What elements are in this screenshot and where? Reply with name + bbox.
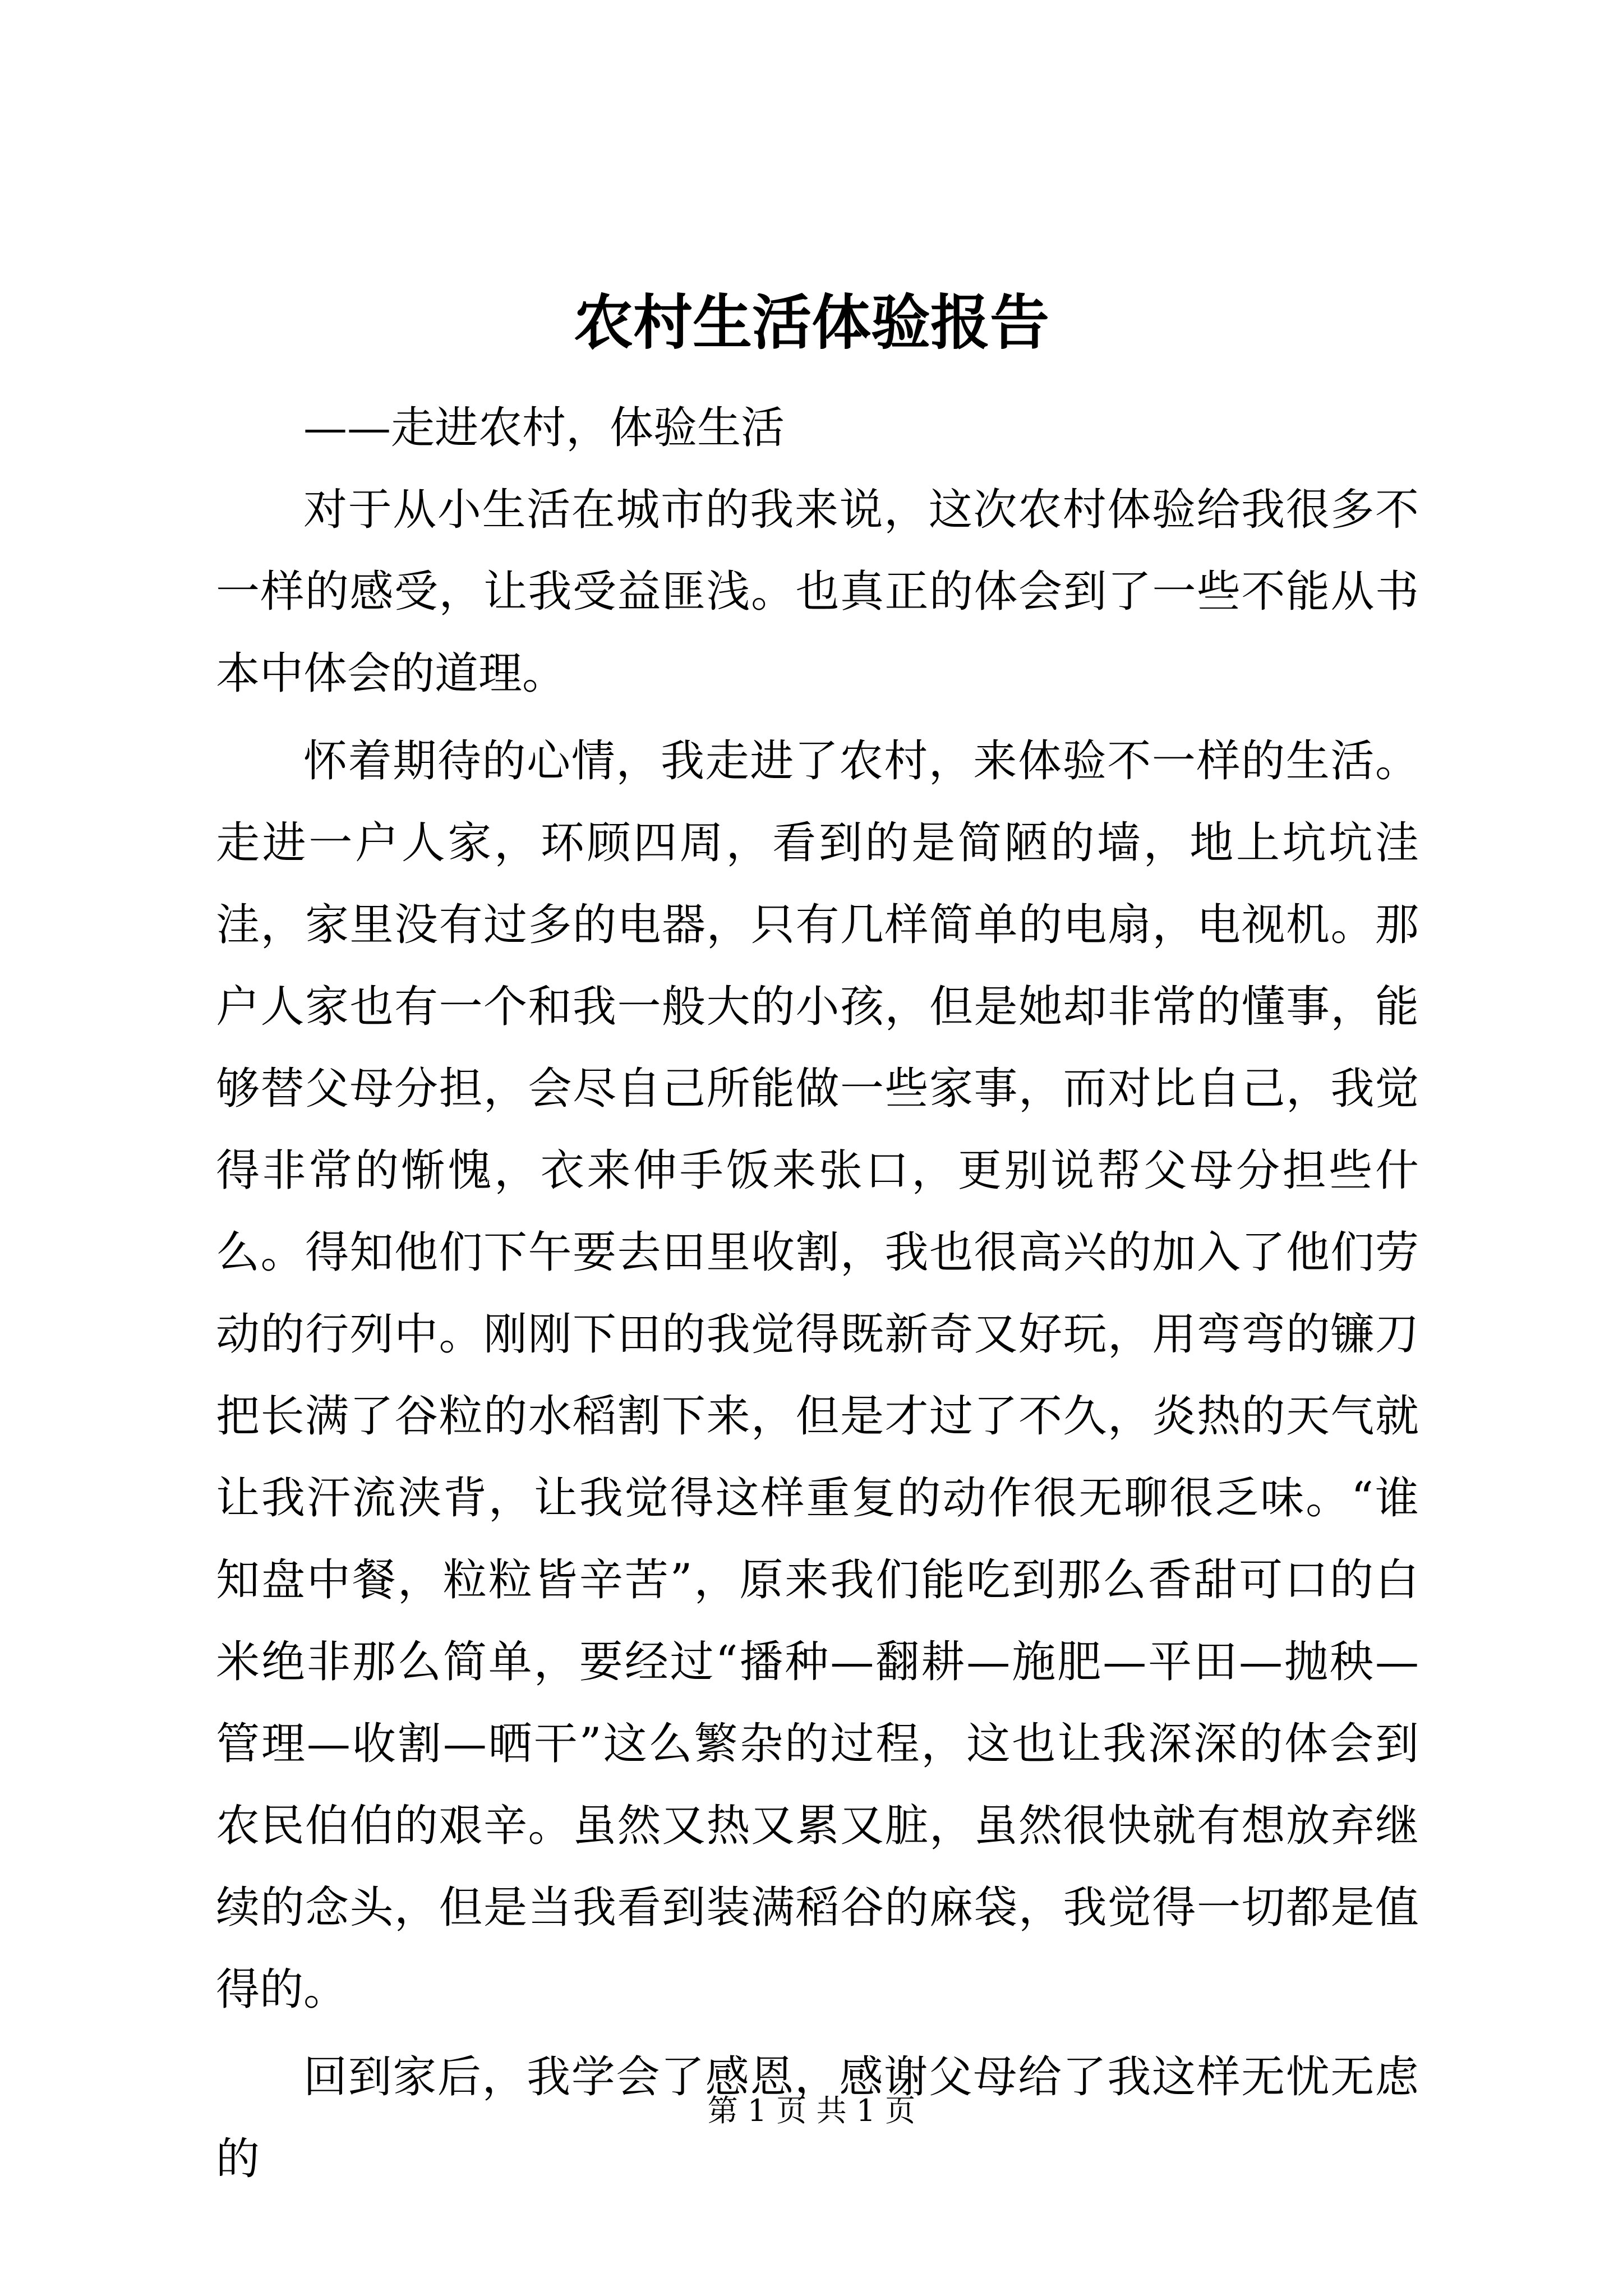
document-subtitle: ——走进农村，体验生活 (303, 403, 785, 453)
paragraph-2: 怀着期待的心情，我走进了农村，来体验不一样的生活。走进一户人家，环顾四周，看到的是简陋的墙，地上坑坑洼洼，家里没有过多的电器，只有几样简单的电扇，电视机。那户人家也有一个和我一般大的小孩，但是她却非常的懂事，能够替父母分担，会尽自己所能做一些家事，而对比自己，我觉得非常的惭愧，衣来伸手饭来张口，更别说帮父母分担些什么。得知他们下午要去田里收割，我也很高兴的加入了他们劳动的行列中。刚刚下田的我觉得既新奇又好玩，用弯弯的镰刀把长满了谷粒的水稻割下来，但是才过了不久，炎热的天气就让我汗流浃背，让我觉得这样重复的动作很无聊很乏味。“谁知盘中餐，粒粒皆辛苦”，原来我们能吃到那么香甜可口的白米绝非那么简单，要经过“播种—翻耕—施肥—平田—抛秧—管理—收割—晒干”这么繁杂的过程，这也让我深深的体会到农民伯伯的艰辛。虽然又热又累又脏，虽然很快就有想放弃继续的念头，但是当我看到装满稻谷的麻袋，我觉得一切都是值得的。 (216, 736, 1419, 2015)
paragraph-1: 对于从小生活在城市的我来说，这次农村体验给我很多不一样的感受，让我受益匪浅。也真正的体会到了一些不能从书本中体会的道理。 (216, 485, 1419, 699)
document-body (216, 387, 1419, 2200)
page-footer: 第 1 页 共 1 页 (707, 2093, 916, 2128)
paragraph-3: 回到家后，我学会了感恩，感谢父母给了我这样无忧无虑的 (216, 2052, 1419, 2184)
document-title: 农村生活体验报告 (574, 287, 1049, 357)
